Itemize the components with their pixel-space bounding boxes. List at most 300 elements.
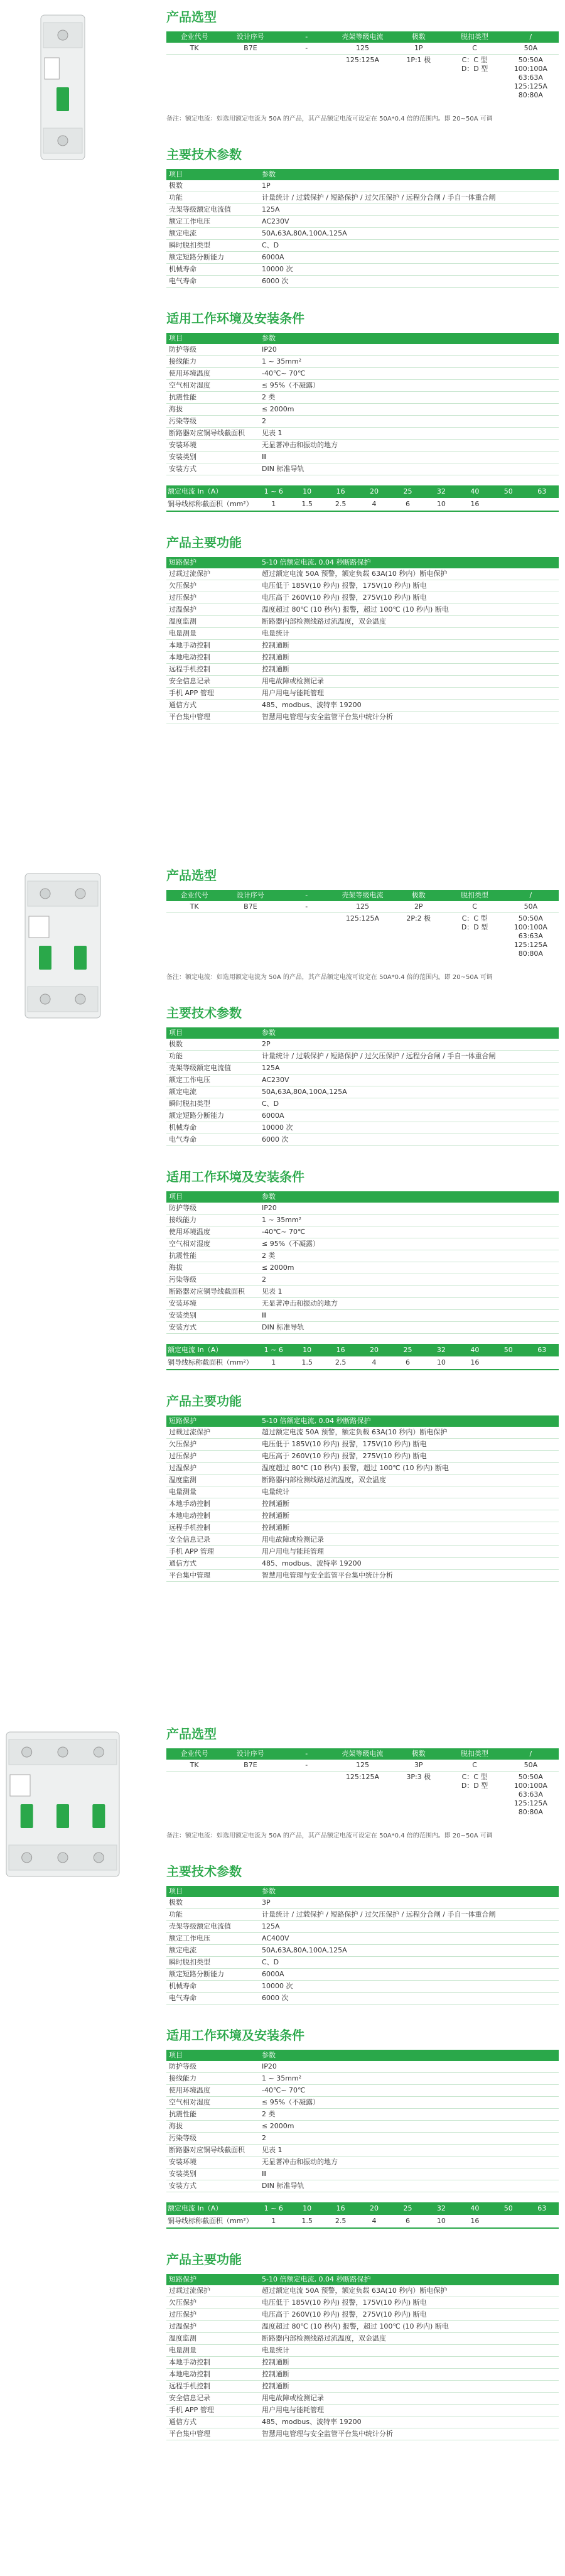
spec-cell: C、D bbox=[259, 240, 559, 252]
tech-spec-table bbox=[166, 1886, 559, 2005]
rating-value bbox=[492, 1356, 525, 1370]
table-row bbox=[166, 204, 559, 216]
spec-cell: 6000 次 bbox=[259, 1134, 559, 1146]
selection-cell: 125 bbox=[335, 43, 390, 55]
func-cell: 本地手动控制 bbox=[166, 2357, 259, 2369]
selection-cell: - bbox=[279, 901, 335, 913]
env-cell: Ⅲ bbox=[259, 452, 559, 463]
selection-cell: 1P bbox=[390, 43, 446, 55]
env-cell: 见表 1 bbox=[259, 428, 559, 440]
env-cell: 接线能力 bbox=[166, 2073, 259, 2085]
table-row bbox=[166, 440, 559, 452]
func-cell: 电压高于 260V(10 秒内) 报警，275V(10 秒内) 断电 bbox=[259, 592, 559, 604]
env-cell: 接线能力 bbox=[166, 1215, 259, 1226]
selection-table bbox=[166, 31, 559, 101]
selection-header-cell: 设计序号 bbox=[222, 1748, 278, 1760]
product-block-3 bbox=[0, 1717, 565, 2575]
tech-spec-table bbox=[166, 169, 559, 288]
selection-cell: 1P:1 极 bbox=[406, 56, 431, 64]
func-header-cell: 短路保护 bbox=[166, 2274, 259, 2285]
spec-cell: 额定工作电压 bbox=[166, 216, 259, 228]
spec-cell: 额定电流 bbox=[166, 1945, 259, 1957]
table-row bbox=[166, 1238, 559, 1250]
func-cell: 过压保护 bbox=[166, 1451, 259, 1463]
section-title-env: 适用工作环境及安装条件 bbox=[166, 1169, 304, 1184]
table-row bbox=[166, 2097, 559, 2109]
env-cell: DIN 标准导轨 bbox=[259, 463, 559, 475]
func-cell: 本地电动控制 bbox=[166, 1510, 259, 1522]
section-title-selection: 产品选型 bbox=[166, 868, 217, 883]
function-table bbox=[166, 557, 559, 723]
env-cell: 抗震性能 bbox=[166, 392, 259, 404]
rating-value: 16 bbox=[324, 485, 357, 498]
table-row bbox=[166, 1957, 559, 1969]
section-title-tech: 主要技术参数 bbox=[166, 1005, 242, 1020]
table-row bbox=[166, 664, 559, 676]
rating-value: 25 bbox=[391, 2202, 424, 2215]
spec-cell: 1P bbox=[259, 180, 559, 192]
env-cell: 2 bbox=[259, 416, 559, 428]
wire-rating-table bbox=[166, 485, 559, 512]
func-cell: 控制通断 bbox=[259, 2357, 559, 2369]
spec-cell: 额定短路分断能力 bbox=[166, 1969, 259, 1981]
selection-cell: TK bbox=[166, 901, 222, 913]
selection-cell bbox=[166, 1772, 222, 1819]
env-cell: Ⅲ bbox=[259, 2168, 559, 2180]
rating-value: 4 bbox=[357, 1356, 390, 1370]
env-cell: 安装环境 bbox=[166, 1298, 259, 1310]
env-cell: 安装类别 bbox=[166, 1310, 259, 1322]
env-cell: 1 ~ 35mm² bbox=[259, 2073, 559, 2085]
selection-header-cell: 设计序号 bbox=[222, 31, 278, 43]
func-cell: 本地电动控制 bbox=[166, 2369, 259, 2381]
table-row bbox=[166, 676, 559, 688]
table-row bbox=[166, 688, 559, 700]
rating-label: 额定电流 In（A） bbox=[166, 485, 257, 498]
table-row bbox=[166, 1463, 559, 1475]
table-row bbox=[166, 2369, 559, 2381]
spec-cell: 125A bbox=[259, 204, 559, 216]
func-cell: 用户用电与能耗管理 bbox=[259, 2405, 559, 2416]
rating-value: 6 bbox=[391, 1356, 424, 1370]
selection-cell: 50A bbox=[503, 43, 559, 55]
func-cell: 电压高于 260V(10 秒内) 报警，275V(10 秒内) 断电 bbox=[259, 1451, 559, 1463]
table-row bbox=[166, 628, 559, 640]
tech-spec-table bbox=[166, 1027, 559, 1146]
env-cell: -40℃~ 70℃ bbox=[259, 368, 559, 380]
table-row bbox=[166, 1310, 559, 1322]
spec-cell: 功能 bbox=[166, 1051, 259, 1063]
selection-header-cell: 脱扣类型 bbox=[446, 1748, 502, 1760]
table-row bbox=[166, 1510, 559, 1522]
rating-value: 1 bbox=[257, 1356, 290, 1370]
env-cell: 1 ~ 35mm² bbox=[259, 1215, 559, 1226]
env-cell: 空气相对湿度 bbox=[166, 380, 259, 392]
table-row bbox=[166, 1570, 559, 1582]
env-cell: 使用环境温度 bbox=[166, 1226, 259, 1238]
table-row bbox=[166, 428, 559, 440]
table-row bbox=[166, 2393, 559, 2405]
env-cell: 污染等级 bbox=[166, 1274, 259, 1286]
selection-cell: - bbox=[279, 1760, 335, 1772]
table-row bbox=[166, 2180, 559, 2192]
func-cell: 断路器内部检测线路过流温度，双金温度 bbox=[259, 1475, 559, 1486]
selection-cell: 125:125A bbox=[345, 56, 380, 64]
table-row bbox=[166, 2285, 559, 2297]
rating-value: 4 bbox=[357, 2215, 390, 2228]
spec-header-cell: 项目 bbox=[166, 169, 259, 180]
section-title-tech: 主要技术参数 bbox=[166, 147, 242, 162]
table-row bbox=[166, 2416, 559, 2428]
rating-value: 20 bbox=[357, 485, 390, 498]
func-cell: 超过额定电流 50A 预警，额定负载 63A(10 秒内）断电保护 bbox=[259, 2285, 559, 2297]
selection-note: 备注：额定电流：如选用额定电流为 50A 的产品，其产品额定电流可设定在 50A*0.4 倍的范围内。即 20~50A 可调 bbox=[166, 974, 493, 981]
table-row bbox=[166, 1909, 559, 1921]
spec-cell: 50A,63A,80A,100A,125A bbox=[259, 1945, 559, 1957]
selection-cell: 50A bbox=[503, 901, 559, 913]
rating-value: 10 bbox=[424, 1356, 458, 1370]
env-cell: -40℃~ 70℃ bbox=[259, 1226, 559, 1238]
spec-cell: 瞬时脱扣类型 bbox=[166, 240, 259, 252]
env-cell: 污染等级 bbox=[166, 2133, 259, 2145]
selection-cell bbox=[222, 1772, 278, 1819]
table-row bbox=[166, 240, 559, 252]
table-row bbox=[166, 2168, 559, 2180]
env-cell: 安装方式 bbox=[166, 463, 259, 475]
spec-cell: C、D bbox=[259, 1098, 559, 1110]
selection-cell: B7E bbox=[222, 1760, 278, 1772]
spec-cell: 电气寿命 bbox=[166, 1993, 259, 2005]
table-row bbox=[166, 1969, 559, 1981]
env-header-cell: 项目 bbox=[166, 1191, 259, 1203]
rating-label: 额定电流 In（A） bbox=[166, 2202, 257, 2215]
table-row bbox=[166, 228, 559, 240]
selection-cell: B7E bbox=[222, 43, 278, 55]
wire-rating-table bbox=[166, 1344, 559, 1370]
table-row bbox=[166, 2428, 559, 2440]
func-cell: 过温保护 bbox=[166, 604, 259, 616]
func-cell: 超过额定电流 50A 预警，额定负载 63A(10 秒内）断电保护 bbox=[259, 568, 559, 580]
spec-cell: 50A,63A,80A,100A,125A bbox=[259, 1086, 559, 1098]
func-cell: 用户用电与能耗管理 bbox=[259, 1546, 559, 1558]
selection-header-cell: 企业代号 bbox=[166, 31, 222, 43]
spec-cell: AC230V bbox=[259, 1074, 559, 1086]
env-cell: 断路器对应铜导线截面积 bbox=[166, 2145, 259, 2157]
func-cell: 控制通断 bbox=[259, 2381, 559, 2393]
func-cell: 控制通断 bbox=[259, 664, 559, 676]
spec-cell: 额定电流 bbox=[166, 1086, 259, 1098]
table-row bbox=[166, 616, 559, 628]
func-cell: 电压高于 260V(10 秒内) 报警，275V(10 秒内) 断电 bbox=[259, 2309, 559, 2321]
func-cell: 控制通断 bbox=[259, 2369, 559, 2381]
table-row bbox=[166, 356, 559, 368]
spec-cell: 额定短路分断能力 bbox=[166, 252, 259, 264]
selection-header-cell: - bbox=[279, 1748, 335, 1760]
func-cell: 控制通断 bbox=[259, 1522, 559, 1534]
selection-header-cell: 极数 bbox=[390, 31, 446, 43]
func-cell: 用电故障或检测记录 bbox=[259, 2393, 559, 2405]
func-cell: 电量测量 bbox=[166, 628, 259, 640]
env-cell: 2 bbox=[259, 2133, 559, 2145]
table-row bbox=[166, 180, 559, 192]
product-content bbox=[166, 1726, 559, 2440]
func-cell: 控制通断 bbox=[259, 1510, 559, 1522]
table-row bbox=[166, 2121, 559, 2133]
spec-cell: 计量统计 / 过载保护 / 短路保护 / 过欠压保护 / 远程分合闸 / 手自一体重合闸 bbox=[259, 1051, 559, 1063]
section-title-env: 适用工作环境及安装条件 bbox=[166, 2028, 304, 2043]
selection-header-cell: 脱扣类型 bbox=[446, 31, 502, 43]
table-row bbox=[166, 1451, 559, 1463]
rating-value: 10 bbox=[290, 2202, 323, 2215]
table-row bbox=[166, 1215, 559, 1226]
func-cell: 远程手机控制 bbox=[166, 2381, 259, 2393]
spec-cell: 额定短路分断能力 bbox=[166, 1110, 259, 1122]
env-cell: 空气相对湿度 bbox=[166, 2097, 259, 2109]
func-cell: 电量统计 bbox=[259, 628, 559, 640]
func-cell: 电量测量 bbox=[166, 2345, 259, 2357]
selection-cell: 125 bbox=[335, 1760, 390, 1772]
env-cell: 使用环境温度 bbox=[166, 368, 259, 380]
rating-value: 1 ~ 6 bbox=[257, 485, 290, 498]
table-row bbox=[166, 1298, 559, 1310]
env-cell: 无显著冲击和振动的地方 bbox=[259, 440, 559, 452]
table-row bbox=[166, 1498, 559, 1510]
func-header-cell: 5-10 倍额定电流, 0.04 秒断路保护 bbox=[259, 557, 559, 568]
spec-cell: 6000 次 bbox=[259, 276, 559, 288]
env-cell: 见表 1 bbox=[259, 1286, 559, 1298]
selection-cell: C bbox=[446, 901, 502, 913]
spec-cell: 壳架等级额定电流值 bbox=[166, 1921, 259, 1933]
rating-value: 10 bbox=[290, 1344, 323, 1356]
env-cell: 2 类 bbox=[259, 392, 559, 404]
table-row bbox=[166, 700, 559, 712]
rating-value: 10 bbox=[290, 485, 323, 498]
env-cell: DIN 标准导轨 bbox=[259, 2180, 559, 2192]
table-row bbox=[166, 252, 559, 264]
function-table bbox=[166, 1415, 559, 1582]
selection-cell: 50:50A 100:100A 63:63A 125:125A 80:80A bbox=[514, 1773, 547, 1816]
env-header-cell: 项目 bbox=[166, 333, 259, 344]
env-cell: 见表 1 bbox=[259, 2145, 559, 2157]
rating-value: 50 bbox=[492, 485, 525, 498]
rating-value: 10 bbox=[424, 2215, 458, 2228]
selection-cell: 50:50A 100:100A 63:63A 125:125A 80:80A bbox=[514, 56, 547, 99]
rating-value: 16 bbox=[324, 2202, 357, 2215]
env-cell: 安装方式 bbox=[166, 1322, 259, 1334]
spec-header-cell: 项目 bbox=[166, 1886, 259, 1897]
spec-cell: 3P bbox=[259, 1897, 559, 1909]
table-row bbox=[166, 1945, 559, 1957]
rating-value: 63 bbox=[525, 2202, 559, 2215]
env-cell: IP20 bbox=[259, 344, 559, 356]
selection-cell: C bbox=[446, 43, 502, 55]
env-table bbox=[166, 2050, 559, 2192]
spec-cell: 电气寿命 bbox=[166, 1134, 259, 1146]
rating-value: 1 ~ 6 bbox=[257, 1344, 290, 1356]
env-cell: ≤ 95%（不凝露） bbox=[259, 380, 559, 392]
selection-table bbox=[166, 890, 559, 960]
func-cell: 电压低于 185V(10 秒内) 报警，175V(10 秒内) 断电 bbox=[259, 2297, 559, 2309]
spec-cell: 2P bbox=[259, 1039, 559, 1051]
table-row bbox=[166, 1074, 559, 1086]
selection-cell: 125 bbox=[335, 901, 390, 913]
rating-value: 2.5 bbox=[324, 2215, 357, 2228]
spec-cell: 额定电流 bbox=[166, 228, 259, 240]
table-row bbox=[166, 1322, 559, 1334]
selection-header-cell: 企业代号 bbox=[166, 1748, 222, 1760]
table-row bbox=[166, 580, 559, 592]
table-row bbox=[166, 640, 559, 652]
table-row bbox=[166, 592, 559, 604]
spec-cell: 电气寿命 bbox=[166, 276, 259, 288]
selection-cell bbox=[279, 1772, 335, 1819]
func-header-cell: 5-10 倍额定电流, 0.04 秒断路保护 bbox=[259, 2274, 559, 2285]
table-row bbox=[166, 1921, 559, 1933]
env-cell: 抗震性能 bbox=[166, 2109, 259, 2121]
table-row bbox=[166, 452, 559, 463]
spec-cell: 机械寿命 bbox=[166, 264, 259, 276]
func-cell: 超过额定电流 50A 预警，额定负载 63A(10 秒内）断电保护 bbox=[259, 1427, 559, 1439]
env-cell: 海拔 bbox=[166, 2121, 259, 2133]
env-header-cell: 项目 bbox=[166, 2050, 259, 2061]
table-row bbox=[166, 1546, 559, 1558]
table-row bbox=[166, 1274, 559, 1286]
rating-value bbox=[492, 498, 525, 511]
env-header-cell: 参数 bbox=[259, 2050, 559, 2061]
spec-cell: 额定工作电压 bbox=[166, 1074, 259, 1086]
func-cell: 温度监测 bbox=[166, 1475, 259, 1486]
selection-header-cell: 壳架等级电流 bbox=[335, 890, 390, 901]
selection-table bbox=[166, 1748, 559, 1818]
env-cell: 海拔 bbox=[166, 404, 259, 416]
func-cell: 本地手动控制 bbox=[166, 640, 259, 652]
func-cell: 安全信息记录 bbox=[166, 676, 259, 688]
func-cell: 通信方式 bbox=[166, 1558, 259, 1570]
env-cell: Ⅲ bbox=[259, 1310, 559, 1322]
selection-cell: 2P bbox=[390, 901, 446, 913]
func-cell: 平台集中管理 bbox=[166, 1570, 259, 1582]
table-row bbox=[166, 1993, 559, 2005]
env-cell: 安装环境 bbox=[166, 2157, 259, 2168]
table-row bbox=[166, 1250, 559, 1262]
selection-cell bbox=[279, 55, 335, 102]
env-cell: 无显著冲击和振动的地方 bbox=[259, 2157, 559, 2168]
func-cell: 温度监测 bbox=[166, 2333, 259, 2345]
env-cell: 2 类 bbox=[259, 1250, 559, 1262]
rating-value: 20 bbox=[357, 1344, 390, 1356]
spec-header-cell: 参数 bbox=[259, 1886, 559, 1897]
env-cell: 安装类别 bbox=[166, 452, 259, 463]
spec-header-cell: 参数 bbox=[259, 169, 559, 180]
env-cell: 抗震性能 bbox=[166, 1250, 259, 1262]
rating-value bbox=[492, 2215, 525, 2228]
table-row bbox=[166, 2073, 559, 2085]
table-row bbox=[166, 1262, 559, 1274]
func-cell: 485、modbus、波特率 19200 bbox=[259, 700, 559, 712]
table-row bbox=[166, 2357, 559, 2369]
section-title-func: 产品主要功能 bbox=[166, 2252, 242, 2267]
spec-cell: 机械寿命 bbox=[166, 1122, 259, 1134]
env-cell: 断路器对应铜导线截面积 bbox=[166, 1286, 259, 1298]
env-table bbox=[166, 333, 559, 475]
func-cell: 485、modbus、波特率 19200 bbox=[259, 2416, 559, 2428]
selection-header-cell: 企业代号 bbox=[166, 890, 222, 901]
table-row bbox=[166, 1086, 559, 1098]
func-cell: 欠压保护 bbox=[166, 2297, 259, 2309]
table-row bbox=[166, 1933, 559, 1945]
rating-value: 1.5 bbox=[290, 1356, 323, 1370]
section-title-tech: 主要技术参数 bbox=[166, 1864, 242, 1879]
selection-cell: TK bbox=[166, 43, 222, 55]
table-row bbox=[166, 2381, 559, 2393]
selection-header-cell: / bbox=[503, 890, 559, 901]
func-cell: 智慧用电管理与安全监管平台集中统计分析 bbox=[259, 712, 559, 723]
func-cell: 手机 APP 管理 bbox=[166, 688, 259, 700]
func-cell: 控制通断 bbox=[259, 640, 559, 652]
section-title-func: 产品主要功能 bbox=[166, 1394, 242, 1409]
selection-header-cell: / bbox=[503, 31, 559, 43]
table-row bbox=[166, 1134, 559, 1146]
rating-value: 20 bbox=[357, 2202, 390, 2215]
selection-cell: TK bbox=[166, 1760, 222, 1772]
env-cell: 防护等级 bbox=[166, 344, 259, 356]
rating-value: 32 bbox=[424, 1344, 458, 1356]
rating-value: 32 bbox=[424, 2202, 458, 2215]
table-row bbox=[166, 264, 559, 276]
func-cell: 过载过流保护 bbox=[166, 568, 259, 580]
spec-cell: 瞬时脱扣类型 bbox=[166, 1957, 259, 1969]
section-title-func: 产品主要功能 bbox=[166, 535, 242, 550]
func-cell: 过压保护 bbox=[166, 592, 259, 604]
spec-cell: 10000 次 bbox=[259, 1981, 559, 1993]
table-row bbox=[166, 1486, 559, 1498]
spec-cell: C、D bbox=[259, 1957, 559, 1969]
spec-cell: 10000 次 bbox=[259, 264, 559, 276]
rating-value: 6 bbox=[391, 498, 424, 511]
func-cell: 安全信息记录 bbox=[166, 2393, 259, 2405]
table-row bbox=[166, 1110, 559, 1122]
rating-value: 4 bbox=[357, 498, 390, 511]
table-row bbox=[166, 2321, 559, 2333]
func-cell: 本地电动控制 bbox=[166, 652, 259, 664]
rating-value: 1.5 bbox=[290, 498, 323, 511]
selection-cell: - bbox=[279, 43, 335, 55]
product-block-1 bbox=[0, 0, 565, 858]
selection-cell: 50:50A 100:100A 63:63A 125:125A 80:80A bbox=[514, 914, 547, 958]
breaker-product-image bbox=[0, 1726, 126, 1883]
func-cell: 485、modbus、波特率 19200 bbox=[259, 1558, 559, 1570]
selection-header-cell: 极数 bbox=[390, 890, 446, 901]
func-cell: 温度监测 bbox=[166, 616, 259, 628]
spec-cell: 功能 bbox=[166, 192, 259, 204]
func-cell: 温度超过 80℃ (10 秒内) 报警，超过 100℃ (10 秒内) 断电 bbox=[259, 1463, 559, 1475]
table-row bbox=[166, 1286, 559, 1298]
table-row bbox=[166, 1558, 559, 1570]
table-row bbox=[166, 2309, 559, 2321]
table-row bbox=[166, 712, 559, 723]
func-cell: 温度超过 80℃ (10 秒内) 报警，超过 100℃ (10 秒内) 断电 bbox=[259, 2321, 559, 2333]
rating-label: 铜导线标称截面积（mm²） bbox=[166, 2215, 257, 2228]
rating-value bbox=[525, 498, 559, 511]
func-cell: 温度超过 80℃ (10 秒内) 报警，超过 100℃ (10 秒内) 断电 bbox=[259, 604, 559, 616]
spec-cell: AC400V bbox=[259, 1933, 559, 1945]
func-cell: 过载过流保护 bbox=[166, 2285, 259, 2297]
rating-value: 16 bbox=[458, 1356, 492, 1370]
spec-cell: 6000A bbox=[259, 1110, 559, 1122]
selection-header-cell: / bbox=[503, 1748, 559, 1760]
rating-value bbox=[525, 2215, 559, 2228]
rating-value: 25 bbox=[391, 1344, 424, 1356]
